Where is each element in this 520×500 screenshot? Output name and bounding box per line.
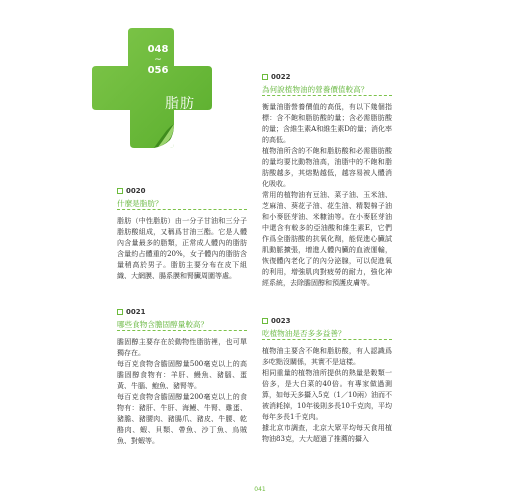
paragraph: 相同重量的植物油所提供的熱量是穀類一倍多，是大白菜的40倍。有專家做過測算，如每天多攝入5克（1／10兩）油而不被消耗掉，10年後則多長10千克肉，平均每年多長1千克肉。 (262, 369, 392, 421)
section-0023 (262, 316, 392, 445)
checkbox-icon (117, 309, 123, 315)
fat-chapter-cross-graphic (88, 24, 214, 150)
cross-shape (88, 24, 214, 150)
checkbox-icon (117, 188, 123, 194)
dashed-divider (117, 209, 247, 210)
paragraph: 脂肪（中性脂肪）由一分子甘油和三分子脂肪酸組成，又稱爲甘油三酯。它是人體內含量最多的脂類，正常成人體內的脂肪含量約占體重的20%，女子體內的脂肪含量稍高於男子。脂肪主要分布在皮下組織、大網膜、腸系膜和腎臟周圍等處。 (117, 217, 247, 280)
paragraph: 常用的植物油有豆油、菜子油、玉米油、芝麻油、葵花子油、花生油、精製棉子油和小麥胚芽油、米糠油等。在小麥胚芽油中還含有較多的亞油酸和維生素E，它們作爲全脂肪酸的抗氧化劑，能促進心臟試肌動脈擴張，增進人體內臟的血液運輸，恢復體內老化了的內分泌腺，可以促進氧的利用，增強肌肉對疲勞的耐力，強化神經系統，去除膽固醇和預護皮膚等。 (262, 191, 392, 287)
paragraph: 植物油主要含不飽和脂肪酸，有人認識爲多吃點沒關係，其實不是這樣。 (262, 347, 392, 366)
range-start: 048 (147, 44, 169, 55)
page-number: 041 (254, 486, 266, 493)
chapter-title: 脂肪 (165, 96, 195, 112)
section-question: 什麼是脂肪？ (117, 199, 163, 208)
range-end: 056 (147, 65, 169, 76)
paragraph: 每百克食物含膽固醇量200毫克以上的食物有：豬肝、牛肝、海鰻、牛腎、雞蛋、豬膽、豬腰肉、豬腸爪、豬皮、牛腰、乾酪肉、蝦、貝類、帶魚、沙丁魚、烏賊魚、對蝦等。 (117, 393, 247, 445)
checkbox-icon (262, 74, 268, 80)
paragraph: 據北京市調查，北京大眾平均每天食用植物油83克，大大超過了推薦的攝入 (262, 424, 392, 443)
range-separator: ~ (154, 55, 162, 65)
section-number-row (262, 72, 392, 81)
section-body (262, 346, 392, 445)
section-number-row (262, 316, 392, 325)
section-number-row (117, 186, 247, 195)
section-number-row (117, 307, 247, 316)
section-question: 為何說植物油的營養價值較高？ (262, 85, 369, 94)
section-question: 吃植物油是否多多益善？ (262, 329, 346, 338)
section-number: 0022 (271, 72, 291, 81)
section-0021 (117, 307, 247, 447)
section-body (117, 216, 247, 282)
paragraph: 植物油所含的不飽和脂肪酸和必需脂肪酸的量均要比動物油高，油脂中的不飽和脂肪酸越多，其熔點越低，越容易被人體消化吸收。 (262, 147, 392, 188)
section-0020 (117, 186, 247, 282)
paragraph: 衡量油脂營養價值的高低，有以下幾個指標：含不飽和脂肪酸的量；含必需脂肪酸的量；含維生素A和維生素D的量；消化率的高低。 (262, 103, 392, 144)
section-body (117, 337, 247, 447)
section-question: 哪些食物含膽固醇量較高？ (117, 320, 209, 329)
section-number: 0021 (126, 307, 146, 316)
section-0022 (262, 72, 392, 289)
section-number: 0023 (271, 316, 291, 325)
dashed-divider (262, 95, 392, 96)
checkbox-icon (262, 318, 268, 324)
paragraph: 每百克食物含膽固醇量500毫克以上的高膽固醇食物有：羊肝、鰻魚、豬腦、蛋黃、牛腦、鮑魚、豬腎等。 (117, 360, 247, 390)
dashed-divider (117, 330, 247, 331)
section-number: 0020 (126, 186, 146, 195)
section-range-label (135, 44, 181, 77)
paragraph: 膽固醇主要存在於動物性脂肪裡，也可單獨存在。 (117, 338, 247, 357)
section-body (262, 102, 392, 289)
dashed-divider (262, 339, 392, 340)
